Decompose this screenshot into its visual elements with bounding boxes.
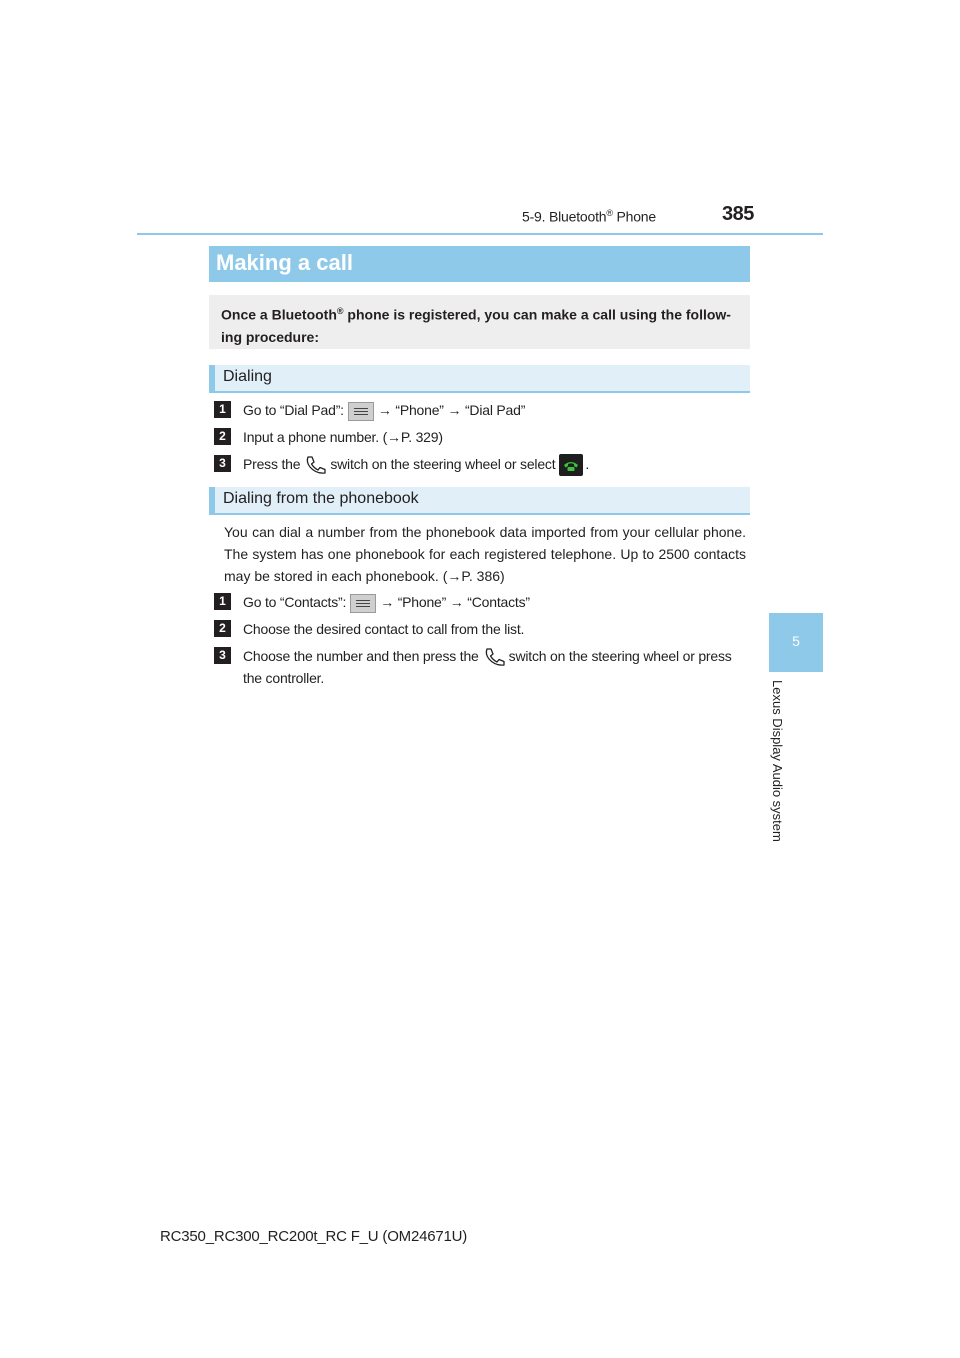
dialing-step-2: Input a phone number. (→P. 329) bbox=[243, 429, 443, 445]
phonebook-step-1: Go to “Contacts”: → “Phone” → “Contacts” bbox=[243, 591, 530, 613]
intro-box bbox=[209, 295, 750, 349]
phonebook-step-2: Choose the desired contact to call from the list. bbox=[243, 621, 525, 637]
dialing-heading: Dialing bbox=[223, 368, 272, 385]
step-number: 3 bbox=[214, 647, 231, 664]
phonebook-description: You can dial a number from the phonebook data imported from your cellular phone. The system has one phonebook for each registered telephone. Up to 2500 contacts may be stored in each phonebook. (→P. 386) bbox=[224, 524, 746, 584]
document-code: RC350_RC300_RC200t_RC F_U (OM24671U) bbox=[160, 1228, 468, 1245]
step-number: 2 bbox=[214, 428, 231, 445]
intro-text: Once a Bluetooth® phone is registered, you can make a call using the follow-ing procedure: bbox=[221, 306, 731, 345]
dialing-heading-bar bbox=[209, 365, 750, 393]
page-title-bar bbox=[209, 246, 750, 282]
step-number: 1 bbox=[214, 593, 231, 610]
phonebook-step-3: Choose the number and then press the switch on the steering wheel or press the controller. bbox=[243, 648, 732, 687]
step-number: 1 bbox=[214, 401, 231, 418]
dialing-step-1: Go to “Dial Pad”: → “Phone” → “Dial Pad” bbox=[243, 399, 525, 421]
page-title: Making a call bbox=[216, 250, 353, 275]
phone-switch-icon bbox=[304, 455, 326, 475]
section-title: 5-9. Bluetooth® Phone bbox=[522, 208, 656, 225]
menu-button-icon bbox=[348, 402, 374, 421]
header-divider bbox=[137, 233, 823, 235]
dialing-step-3: Press the switch on the steering wheel or select . bbox=[243, 453, 589, 476]
phonebook-heading: Dialing from the phonebook bbox=[223, 490, 419, 507]
menu-button-icon bbox=[350, 594, 376, 613]
chapter-label: Lexus Display Audio system bbox=[770, 680, 785, 842]
green-call-icon bbox=[559, 454, 583, 476]
step-number: 3 bbox=[214, 455, 231, 472]
phone-switch-icon bbox=[483, 647, 505, 667]
phonebook-heading-bar bbox=[209, 487, 750, 515]
page-number: 385 bbox=[722, 203, 754, 225]
step-number: 2 bbox=[214, 620, 231, 637]
chapter-tab: 5 bbox=[769, 613, 823, 672]
